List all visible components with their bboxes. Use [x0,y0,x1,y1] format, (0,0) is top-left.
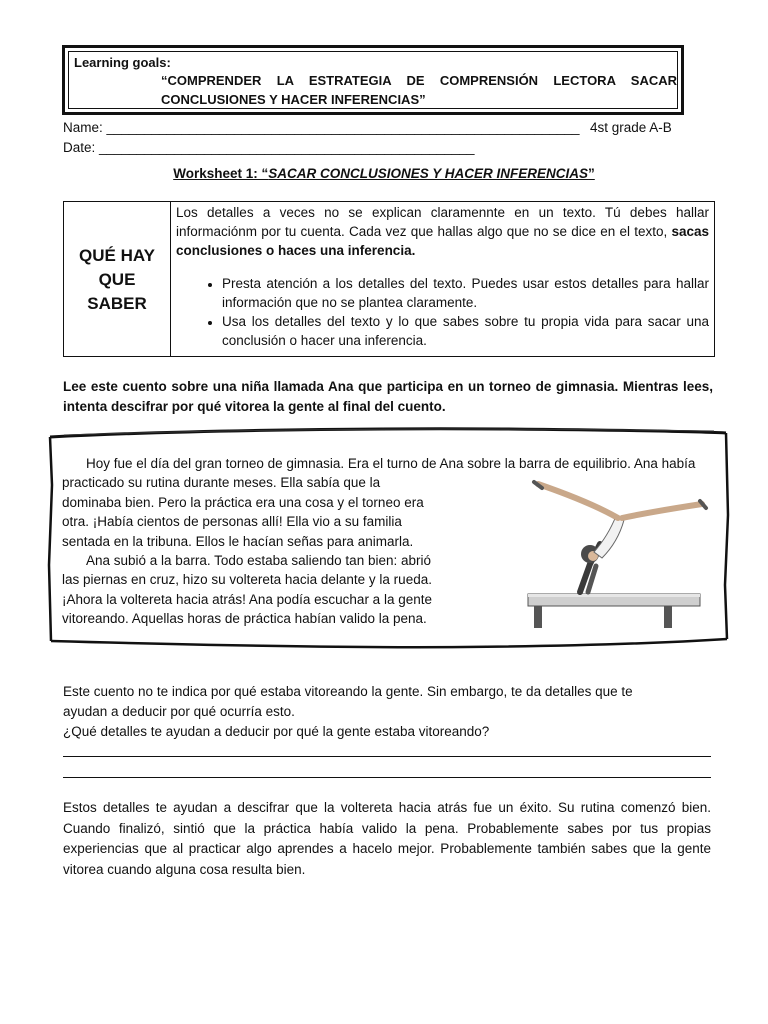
tip-item: • Presta atención a los detalles del texto. Puedes usar estos detalles para hallar información que no se plantea claramente. [222,274,709,312]
worksheet-title-prefix: Worksheet 1: “ [173,166,269,181]
question-line-1: Este cuento no te indica por qué estaba vitoreando la gente. Sin embargo, te da detalles que te [63,684,633,699]
explanation-paragraph [176,203,709,260]
answer-line-1[interactable] [63,756,711,757]
name-field [63,120,580,135]
name-line[interactable]: _______________________________________________________________ [106,120,580,135]
story-paragraph-2: Ana subió a la barra. Todo estaba saliendo tan bien: abrió las piernas en cruz, hizo su voltereta hacia delante y la rueda. ¡Ahora la voltereta hacia atrás! Ana podía escuchar a la gente vitoreando. Aquellas horas de práctica habían valido la pena. [62,553,432,627]
date-line[interactable]: __________________________________________________ [99,140,475,155]
answer-line-2[interactable] [63,777,711,778]
question-prompt: ¿Qué detalles te ayudan a deducir por qué la gente estaba vitoreando? [63,724,490,739]
worksheet-title-text: SACAR CONCLUSIONES Y HACER INFERENCIAS [268,166,589,181]
heading-line-2: QUE [98,270,136,289]
story-first-line: Hoy fue el día del gran torneo de gimnasia. Era el turno de Ana sobre la barra de equilibrio. Ana había [86,456,696,471]
explanation-bold: sacas conclusiones o haces una inferencia. [176,224,709,258]
date-label: Date: [63,140,96,155]
que-hay-que-saber-heading [64,244,170,316]
que-hay-que-saber-table [63,201,715,357]
grade-label: 4st grade A-B [590,120,672,135]
heading-line-1: QUÉ HAY [79,246,155,265]
learning-goals-box [62,45,684,115]
date-field [63,140,474,155]
story-paragraph-1: practicado su rutina durante meses. Ella sabía que la dominaba bien. Pero la práctica era una cosa y el torneo era otra. ¡Había cientos de personas allí! Ella vio a su familia sentada en la tribuna. Ellos le hacían señas para animarla. [62,475,424,549]
heading-line-3: SABER [87,294,147,313]
explanation-text: Los detalles a veces no se explican claramennte en un texto. Tú debes hallar informaciónm por tu cuenta. Cada vez que hallas algo que no se dice en el texto, [176,205,709,239]
name-label: Name: [63,120,103,135]
question-block [63,682,713,742]
conclusion-paragraph: Estos detalles te ayudan a descifrar que la voltereta hacia atrás fue un éxito. Su rutina comenzó bien. Cuando finalizó, sintió que la práctica había valido la pena. Probablemente sabes por tus propias experiencias que al practicar algo aprendes a hacelo mejor. Probablemente también sabes que la gente vitorea cuando alguna cosa resulta bien. [63,800,711,877]
learning-goals-text: “COMPRENDER LA ESTRATEGIA DE COMPRENSIÓN LECTORA SACAR CONCLUSIONES Y HACER INFERENCIAS” [161,73,677,107]
worksheet-title [0,166,768,181]
tips-list [176,274,709,350]
question-line-2: ayudan a deducir por qué ocurría esto. [63,704,295,719]
gymnast-illustration [520,474,710,630]
learning-goals-label: Learning goals: [74,55,171,70]
table-divider [170,202,171,356]
worksheet-title-suffix: ” [588,166,595,181]
que-hay-que-saber-body [176,203,709,350]
tip-item: • Usa los detalles del texto y lo que sabes sobre tu propia vida para sacar una conclusión o hacer una inferencia. [222,312,709,350]
reading-instruction: Lee este cuento sobre una niña llamada Ana que participa en un torneo de gimnasia. Mientras lees, intenta descifrar por qué vitorea la gente al final del cuento. [63,379,713,414]
